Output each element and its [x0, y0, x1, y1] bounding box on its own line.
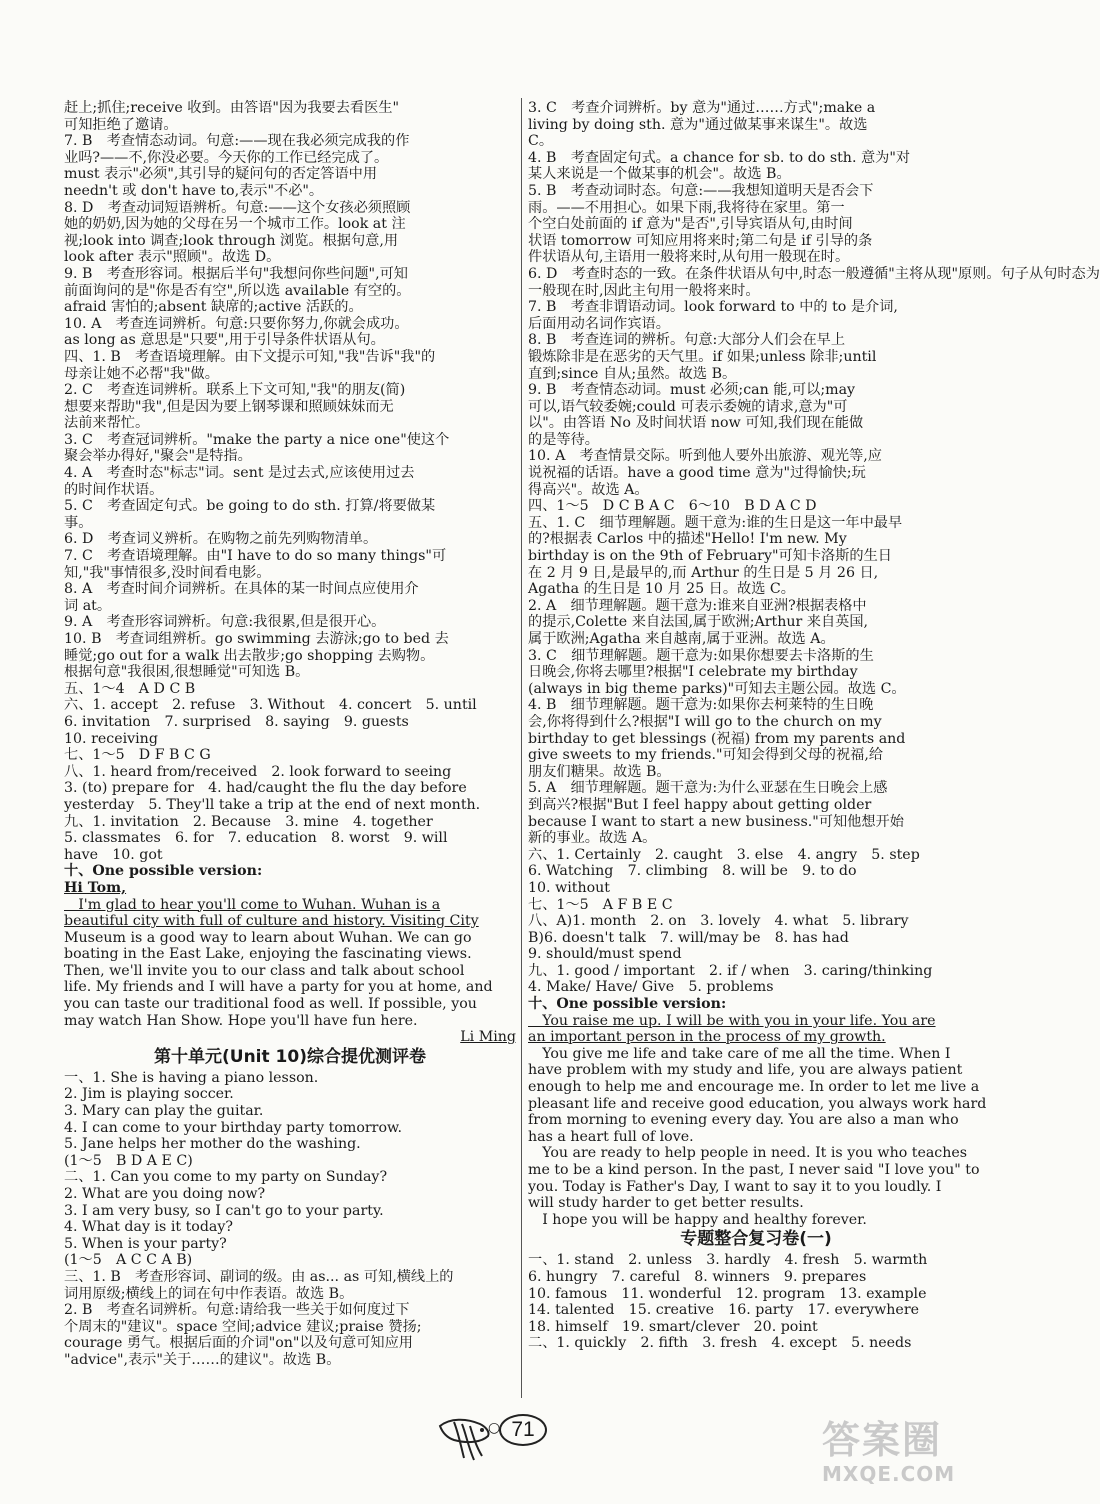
left-column: [64, 100, 516, 1369]
text-line: 2. B 考查名词辨析。句意:请给我一些关于如何度过下: [64, 1302, 410, 1319]
text-line: 三、1. B 考查形容词、副词的级。由 as... as 可知,横线上的: [64, 1268, 454, 1285]
text-line: You give me life and take care of me all the time. When I: [528, 1045, 951, 1062]
text-line: 9. B 考查形容词。根据后半句"我想问你些问题",可知: [64, 265, 408, 282]
text-line: 想要来帮助"我",但是因为要上钢琴课和照顾妹妹而无: [64, 398, 394, 415]
text-line: 6. D 考查词义辨析。在购物之前先列购物清单。: [64, 531, 378, 548]
text-line: 2. Jim is playing soccer.: [64, 1086, 234, 1103]
text-line: 法前来帮忙。: [64, 415, 150, 432]
text-line: 后面用动名词作宾语。: [528, 315, 670, 332]
text-line: 2. A 细节理解题。题干意为:谁来自亚洲?根据表格中: [528, 597, 867, 614]
text-line: must 表示"必须",其引导的疑问句的否定答语中用: [64, 166, 378, 183]
text-line: you. Today is Father's Day, I want to say it to you loudly. I: [528, 1178, 942, 1195]
text-line: 某人来说是一个做某事的机会"。故选 B。: [528, 166, 791, 183]
text-line: 业吗?——不,你没必要。今天你的工作已经完成了。: [64, 149, 389, 166]
dot-separator: ○: [488, 1420, 501, 1436]
text-line: 4. B 细节理解题。题干意为:如果你去柯莱特的生日晚: [528, 697, 874, 714]
text-line: has a heart full of love.: [528, 1128, 694, 1145]
text-line: 的提示,Colette 来自法国,属于欧洲;Arthur 来自英国,: [528, 614, 869, 631]
text-line: 睡觉;go out for a walk 出去散步;go shopping 去购物。: [64, 647, 435, 664]
text-line: 九、1. good / important 2. if / when 3. caring/thinking: [528, 962, 933, 979]
text-line: beautiful city with full of culture and history. Visiting City: [64, 913, 479, 930]
text-line: 5. classmates 6. for 7. education 8. worst 9. will: [64, 830, 448, 847]
text-line: 10. A 考查情景交际。听到他人要外出旅游、观光等,应: [528, 448, 882, 465]
text-line: 属于欧洲;Agatha 来自越南,属于亚洲。故选 A。: [528, 631, 835, 647]
text-line: 5. A 细节理解题。题干意为:为什么亚瑟在生日晚会上感: [528, 780, 888, 797]
text-line: 根据句意"我很困,很想睡觉"可知选 B。: [64, 664, 310, 681]
text-line: 词 at。: [64, 597, 112, 614]
text-line: will study harder to get better results.: [528, 1195, 804, 1212]
text-line: me to be a kind person. In the past, I never said "I love you" to: [528, 1162, 980, 1178]
text-line: 十、One possible version:: [64, 863, 263, 880]
text-line: 说祝福的话语。have a good time 意为"过得愉快;玩: [528, 465, 866, 482]
text-line: 3. C 考查介词辨析。by 意为"通过……方式";make a: [528, 100, 876, 116]
watermark: [822, 1418, 992, 1498]
fish-logo-icon: [436, 1408, 494, 1466]
text-line: 4. I can come to your birthday party tomorrow.: [64, 1119, 402, 1136]
text-line: 五、1. C 细节理解题。题干意为:谁的生日是这一年中最早: [528, 514, 903, 531]
text-line: may watch Han Show. Hope you'll have fun here.: [64, 1012, 418, 1029]
section-title: 第十单元(Unit 10)综合提优测评卷: [154, 1046, 426, 1067]
text-line: 4. Make/ Have/ Give 5. problems: [528, 979, 774, 996]
text-line: 7. C 考查语境理解。由"I have to do so many things"可: [64, 548, 447, 565]
text-line: 直到;since 自从;虽然。故选 B。: [528, 365, 737, 382]
text-line: 六、1. accept 2. refuse 3. Without 4. concert 5. until: [64, 697, 477, 714]
watermark-logo-text: 答案圈: [822, 1418, 943, 1462]
text-line: 2. What are you doing now?: [64, 1186, 266, 1202]
text-line: 会,你将得到什么?根据"I will go to the church on my: [528, 713, 882, 730]
text-line: 10. without: [528, 879, 610, 896]
text-line: life. My friends and I will have a party for you at home, and: [64, 979, 493, 996]
text-line: 词用原级;横线上的词在句中作表语。故选 B。: [64, 1285, 354, 1302]
text-line: (always in big theme parks)"可知去主题公园。故选 C。: [528, 680, 906, 697]
text-line: 锻炼除非是在恶劣的天气里。if 如果;unless 除非;until: [528, 348, 877, 365]
text-line: 9. should/must spend: [528, 946, 682, 963]
text-line: 6. D 考查时态的一致。在条件状语从句中,时态一般遵循"主将从现"原则。句子从句时态为: [528, 265, 1100, 282]
text-line: enough to help me and encourage me. In order to let me live a: [528, 1079, 980, 1096]
text-line: 得高兴"。故选 A。: [528, 481, 649, 498]
text-line: 9. A 考查形容词辨析。句意:我很累,但是很开心。: [64, 614, 386, 631]
text-line: 视;look into 调查;look through 浏览。根据句意,用: [64, 232, 399, 249]
text-line: 四、1～5 D C B A C 6～10 B D A C D: [528, 498, 817, 515]
column-divider: [521, 98, 522, 1398]
text-line: 聚会举办得好,"聚会"是特指。: [64, 448, 252, 465]
text-line: because I want to start a new business."可知他想开始: [528, 813, 904, 830]
right-column: [528, 100, 1100, 1352]
text-line: 事。: [64, 514, 93, 531]
text-line: 3. C 考查冠词辨析。"make the party a nice one"使这个: [64, 431, 450, 448]
text-line: Li Ming: [460, 1029, 516, 1046]
text-line: 的?根据表 Carlos 中的描述"Hello! I'm new. My: [528, 531, 847, 548]
text-line: "advice",表示"关于……的建议"。故选 B。: [64, 1351, 341, 1368]
text-line: 九、1. invitation 2. Because 3. mine 4. together: [64, 813, 433, 830]
text-line: 9. B 考查情态动词。must 必须;can 能,可以;may: [528, 382, 856, 399]
text-line: 2. C 考查连词辨析。联系上下文可知,"我"的朋友(简): [64, 382, 406, 399]
text-line: 3. I am very busy, so I can't go to your party.: [64, 1202, 384, 1219]
text-line: 日晚会,你将去哪里?根据"I celebrate my birthday: [528, 664, 858, 681]
text-line: Then, we'll invite you to our class and talk about school: [64, 962, 465, 979]
page-footer: [436, 1408, 576, 1468]
text-line: Museum is a good way to learn about Wuhan. We can go: [64, 929, 472, 946]
text-line: You are ready to help people in need. It is you who teaches: [528, 1145, 968, 1162]
text-line: yesterday 5. They'll take a trip at the end of next month.: [64, 796, 481, 813]
text-line: 六、1. Certainly 2. caught 3. else 4. angry 5. step: [528, 846, 920, 863]
text-line: 件状语从句,主语用一般将来时,从句用一般现在时。: [528, 249, 850, 266]
text-line: pleasant life and receive good education, you always work hard: [528, 1095, 987, 1112]
watermark-url: MXQE.COM: [822, 1462, 956, 1486]
text-line: 3. (to) prepare for 4. had/caught the flu the day before: [64, 780, 467, 797]
text-line: needn't 或 don't have to,表示"不必"。: [64, 182, 324, 199]
text-line: 二、1. quickly 2. fifth 3. fresh 4. except 5. needs: [528, 1335, 912, 1352]
text-line: 个空白处前面的 if 意为"是否",引导宾语从句,由时间: [528, 216, 853, 233]
text-line: 18. himself 19. smart/clever 20. point: [528, 1318, 818, 1335]
text-line: 七、1～5 A F B E C: [528, 896, 673, 913]
text-line: 五、1～4 A D C B: [64, 680, 196, 697]
text-line: birthday is on the 9th of February"可知卡洛斯的生日: [528, 548, 892, 565]
text-line: 8. A 考查时间介词辨析。在具体的某一时间点应使用介: [64, 581, 419, 598]
text-line: 八、1. heard from/received 2. look forward to seeing: [64, 763, 452, 780]
text-line: 朋友们糖果。故选 B。: [528, 763, 671, 780]
text-line: from morning to evening every day. You are also a man who: [528, 1112, 959, 1129]
text-line: 一般现在时,因此主句用一般将来时。: [528, 282, 760, 299]
text-line: (1～5 A C C A B): [64, 1252, 193, 1269]
text-line: 四、1. B 考查语境理解。由下文提示可知,"我"告诉"我"的: [64, 348, 436, 365]
text-line: 以"。由答语 No 及时间状语 now 可知,我们现在能做: [528, 415, 864, 432]
text-line: afraid 害怕的;absent 缺席的;active 活跃的。: [64, 299, 363, 316]
text-line: 二、1. Can you come to my party on Sunday?: [64, 1169, 388, 1186]
text-line: 10. A 考查连词辨析。句意:只要你努力,你就会成功。: [64, 315, 409, 332]
text-line: 3. Mary can play the guitar.: [64, 1103, 264, 1120]
text-line: 她的奶奶,因为她的父母在另一个城市工作。look at 注: [64, 216, 406, 233]
text-line: 6. invitation 7. surprised 8. saying 9. guests: [64, 713, 409, 730]
text-line: 6. Watching 7. climbing 8. will be 9. to do: [528, 863, 857, 880]
text-line: I'm glad to hear you'll come to Wuhan. Wuhan is a: [64, 896, 441, 913]
text-line: 七、1～5 D F B C G: [64, 747, 211, 764]
text-line: 到高兴?根据"But I feel happy about getting older: [528, 796, 872, 813]
text-line: 14. talented 15. creative 16. party 17. everywhere: [528, 1302, 919, 1319]
text-line: as long as 意思是"只要",用于引导条件状语从句。: [64, 332, 385, 349]
page-number: 71: [499, 1414, 547, 1446]
text-line: 5. When is your party?: [64, 1235, 227, 1252]
text-line: You raise me up. I will be with you in your life. You are: [528, 1012, 936, 1029]
text-line: an important person in the process of my growth.: [528, 1029, 886, 1046]
text-line: 的时间作状语。: [64, 481, 164, 498]
text-line: living by doing sth. 意为"通过做某事来谋生"。故选: [528, 116, 868, 133]
text-line: 可以,语气较委婉;could 可表示委婉的请求,意为"可: [528, 398, 848, 415]
text-line: have 10. got: [64, 846, 163, 863]
text-line: 3. C 细节理解题。题干意为:如果你想要去卡洛斯的生: [528, 647, 874, 664]
text-line: 8. D 考查动词短语辨析。句意:——这个女孩必须照顾: [64, 199, 411, 216]
text-line: 个周末的"建议"。space 空间;advice 建议;praise 赞扬;: [64, 1318, 422, 1335]
text-line: 一、1. She is having a piano lesson.: [64, 1069, 319, 1086]
text-line: 7. B 考查情态动词。句意:——现在我必须完成我的作: [64, 133, 410, 150]
text-line: 在 2 月 9 日,是最早的,而 Arthur 的生日是 5 月 26 日,: [528, 564, 879, 581]
text-line: 前面询问的是"你是否有空",所以选 available 有空的。: [64, 282, 411, 299]
text-line: have problem with my study and life, you are always patient: [528, 1062, 963, 1079]
text-line: Hi Tom,: [64, 879, 127, 896]
text-line: 母亲让她不必帮"我"做。: [64, 365, 219, 382]
text-line: Agatha 的生日是 10 月 25 日。故选 C。: [528, 581, 795, 598]
text-line: 10. famous 11. wonderful 12. program 13. example: [528, 1285, 927, 1302]
text-line: courage 勇气。根据后面的介词"on"以及句意可知应用: [64, 1335, 413, 1352]
text-line: 赶上;抓住;receive 收到。由答语"因为我要去看医生": [64, 100, 399, 116]
text-line: boating in the East Lake, enjoying the fascinating views.: [64, 946, 472, 963]
text-line: 10. receiving: [64, 730, 158, 747]
text-line: C。: [528, 133, 554, 150]
text-line: 4. B 考查固定句式。a chance for sb. to do sth. 意为"对: [528, 149, 911, 166]
text-line: I hope you will be happy and healthy forever.: [528, 1211, 867, 1228]
text-line: 雨。——不用担心。如果下雨,我将待在家里。第一: [528, 199, 845, 216]
text-line: 6. hungry 7. careful 8. winners 9. prepares: [528, 1268, 867, 1285]
text-line: 一、1. stand 2. unless 3. hardly 4. fresh 5. warmth: [528, 1252, 928, 1269]
text-line: 十、One possible version:: [528, 996, 727, 1013]
text-line: you can taste our traditional food as well. If possible, you: [64, 996, 477, 1013]
text-line: (1～5 B D A E C): [64, 1152, 193, 1169]
text-line: 7. B 考查非谓语动词。look forward to 中的 to 是介词,: [528, 299, 898, 316]
text-line: give sweets to my friends."可知会得到父母的祝福,给: [528, 747, 884, 764]
text-line: 4. A 考查时态"标志"词。sent 是过去式,应该使用过去: [64, 465, 415, 482]
text-line: 5. C 考查固定句式。be going to do sth. 打算/将要做某: [64, 498, 436, 515]
text-line: birthday to get blessings (祝福) from my parents and: [528, 730, 906, 747]
text-line: 5. Jane helps her mother do the washing.: [64, 1136, 361, 1153]
text-line: 知,"我"事情很多,没时间看电影。: [64, 564, 271, 581]
text-line: 5. B 考查动词时态。句意:——我想知道明天是否会下: [528, 182, 874, 199]
text-line: 八、A)1. month 2. on 3. lovely 4. what 5. library: [528, 913, 909, 930]
text-line: 10. B 考查词组辨析。go swimming 去游泳;go to bed 去: [64, 631, 449, 647]
text-line: B)6. doesn't talk 7. will/may be 8. has had: [528, 929, 849, 946]
section-title: 专题整合复习卷(一): [680, 1229, 832, 1250]
text-line: 的是等待。: [528, 431, 599, 448]
text-line: 4. What day is it today?: [64, 1219, 233, 1236]
text-line: 状语 tomorrow 可知应用将来时;第二句是 if 引导的条: [528, 232, 873, 249]
text-line: look after 表示"照顾"。故选 D。: [64, 249, 281, 266]
text-line: 可知拒绝了邀请。: [64, 116, 178, 133]
text-line: 新的事业。故选 A。: [528, 830, 657, 847]
text-line: 8. B 考查连词的辨析。句意:大部分人们会在早上: [528, 332, 846, 349]
